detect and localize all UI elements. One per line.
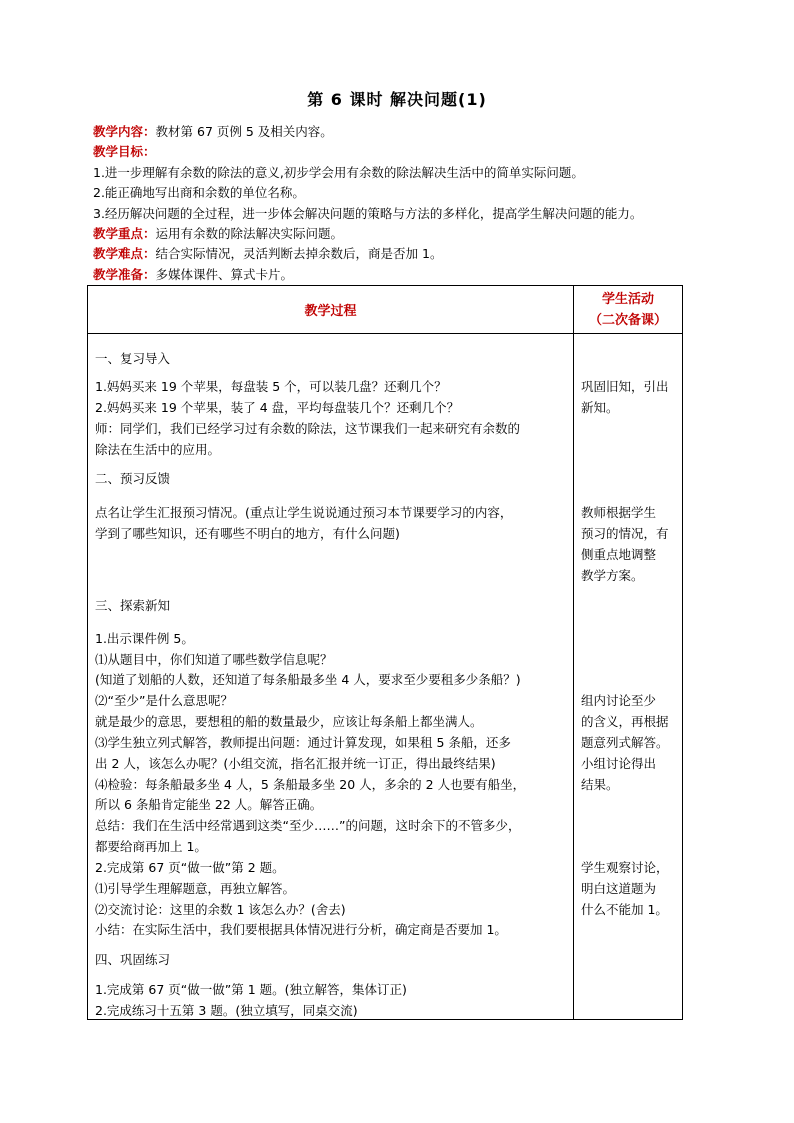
difficulty-label: 教学难点 [93, 246, 144, 262]
activity-line: 题意列式解答。 [581, 735, 669, 750]
key-row: 教学重点：运用有余数的除法解决实际问题。 [93, 226, 344, 242]
lesson-meta [93, 122, 733, 285]
process-line: 总结：我们在生活中经常遇到这类“至少……”的问题，这时余下的不管多少， [95, 818, 521, 833]
section-heading: 四、巩固练习 [95, 952, 171, 967]
section-heading: 二、预习反馈 [95, 471, 171, 486]
process-line: 出 2 人，该怎么办呢？(小组交流，指名汇报并统一订正，得出最终结果) [95, 756, 496, 771]
process-line: 1.出示课件例 5。 [95, 631, 194, 646]
prep-row: 教学准备：多媒体课件、算式卡片。 [93, 266, 294, 282]
difficulty-row: 教学难点：结合实际情况，灵活判断去掉余数后，商是否加 1。 [93, 246, 443, 262]
activity-line: 教师根据学生 [581, 505, 657, 520]
process-line: 所以 6 条船肯定能坐 22 人。解答正确。 [95, 797, 323, 812]
process-line: 2.完成练习十五第 3 题。(独立填写，同桌交流) [95, 1003, 358, 1018]
goal-item: 2.能正确地写出商和余数的单位名称。 [93, 185, 305, 201]
process-line: ⑴从题目中，你们知道了哪些数学信息呢？ [95, 652, 333, 667]
activity-line: 什么不能加 1。 [581, 902, 668, 917]
key-text: 运用有余数的除法解决实际问题。 [155, 226, 344, 242]
column-divider [573, 286, 574, 1019]
goal-item: 3.经历解决问题的全过程，进一步体会解决问题的策略与方法的多样化，提高学生解决问题的能力。 [93, 205, 643, 221]
activity-line: 侧重点地调整 [581, 547, 657, 562]
activity-line: 教学方案。 [581, 568, 644, 583]
header-student-activity [574, 286, 682, 333]
activity-line: 明白这道题为 [581, 881, 657, 896]
activity-line: 新知。 [581, 400, 619, 415]
goals-label: 教学目标 [93, 144, 144, 160]
section-heading: 一、复习导入 [95, 351, 171, 366]
process-line: 都要给商再加上 1。 [95, 839, 207, 854]
activity-line: 的含义，再根据 [581, 714, 669, 729]
prep-label: 教学准备 [93, 266, 144, 282]
process-line: ⑷检验：每条船最多坐 4 人，5 条船最多坐 20 人，多余的 2 人也要有船坐， [95, 777, 526, 792]
process-line: 除法在生活中的应用。 [95, 442, 221, 457]
page-title: 第 6 课时 解决问题(1) [307, 90, 487, 109]
process-line: 点名让学生汇报预习情况。(重点让学生说说通过预习本节课要学习的内容， [95, 505, 513, 520]
process-line: ⑵“至少”是什么意思呢？ [95, 693, 233, 708]
activity-line: 组内讨论至少 [581, 693, 657, 708]
process-line: 1.妈妈买来 19 个苹果，每盘装 5 个，可以装几盘？还剩几个？ [95, 379, 447, 394]
prep-text: 多媒体课件、算式卡片。 [155, 266, 294, 282]
activity-line: 学生观察讨论， [581, 860, 669, 875]
header-student-activity-line1: 学生活动 [601, 291, 654, 307]
section-heading: 三、探索新知 [95, 598, 171, 613]
activity-line: 巩固旧知，引出 [581, 379, 669, 394]
header-teaching-process: 教学过程 [304, 304, 357, 319]
difficulty-text: 结合实际情况，灵活判断去掉余数后，商是否加 1。 [155, 246, 443, 262]
content-row: 教学内容：教材第 67 页例 5 及相关内容。 [93, 124, 333, 139]
content-text: 教材第 67 页例 5 及相关内容。 [155, 124, 333, 139]
process-line: ⑶学生独立列式解答，教师提出问题：通过计算发现，如果租 5 条船，还多 [95, 735, 511, 750]
goals-row: 教学目标： [93, 144, 156, 160]
process-line: 师：同学们，我们已经学习过有余数的除法，这节课我们一起来研究有余数的 [95, 421, 521, 436]
key-label: 教学重点 [93, 226, 144, 242]
process-line: 学到了哪些知识，还有哪些不明白的地方，有什么问题) [95, 526, 400, 541]
header-student-activity-line2: （二次备课） [588, 312, 667, 328]
lesson-table [87, 285, 683, 1020]
activity-line: 预习的情况，有 [581, 526, 669, 541]
activity-line: 小组讨论得出 [581, 756, 657, 771]
activity-line: 结果。 [581, 777, 619, 792]
process-line: 2.完成第 67 页“做一做”第 2 题。 [95, 860, 285, 875]
process-line: 2.妈妈买来 19 个苹果，装了 4 盘，平均每盘装几个？还剩几个？ [95, 400, 460, 415]
process-line: ⑴引导学生理解题意，再独立解答。 [95, 881, 296, 896]
header-divider [88, 333, 682, 334]
process-line: ⑵交流讨论：这里的余数 1 该怎么办？(舍去) [95, 902, 346, 917]
content-label: 教学内容 [93, 124, 144, 139]
process-line: 小结：在实际生活中，我们要根据具体情况进行分析，确定商是否要加 1。 [95, 922, 507, 937]
goal-item: 1.进一步理解有余数的除法的意义,初步学会用有余数的除法解决生活中的简单实际问题。 [93, 164, 584, 180]
process-line: 就是最少的意思，要想租的船的数量最少，应该让每条船上都坐满人。 [95, 714, 483, 729]
process-line: 1.完成第 67 页“做一做”第 1 题。(独立解答，集体订正) [95, 982, 407, 997]
process-line: (知道了划船的人数，还知道了每条船最多坐 4 人，要求至少要租多少条船？) [95, 672, 521, 687]
